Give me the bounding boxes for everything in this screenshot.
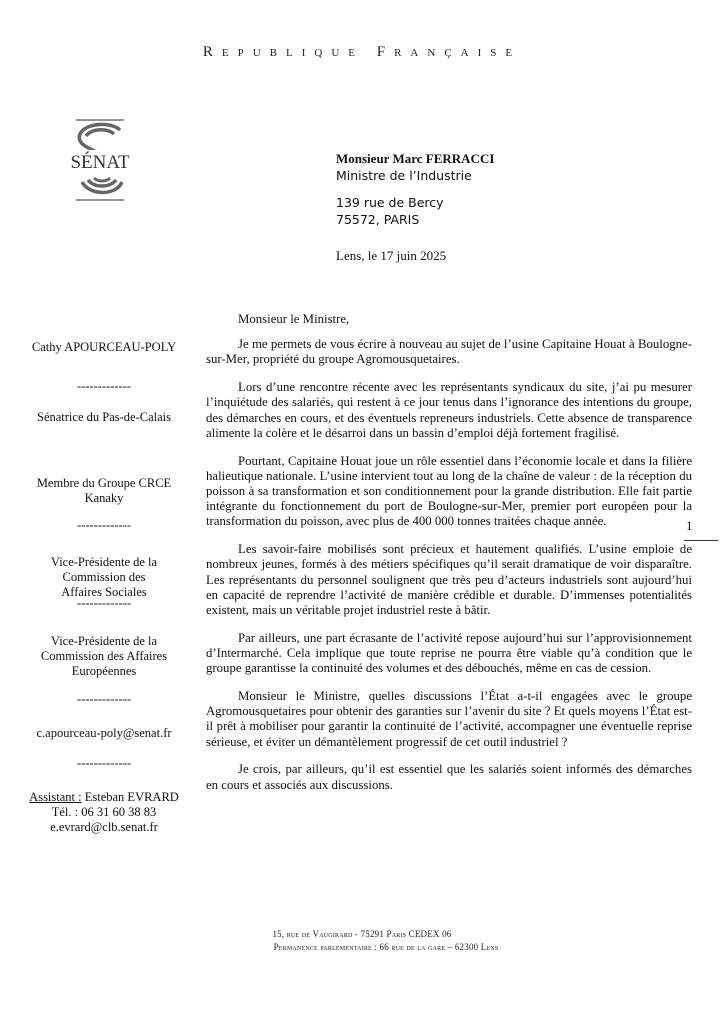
footer-line-1: 15, rue de Vaugirard - 75291 Paris CEDEX 06 <box>272 929 452 939</box>
vp2-line-3: Européennes <box>71 664 137 678</box>
assistant-phone: Tél. : 06 31 60 38 83 <box>51 805 157 819</box>
letter-body <box>206 312 692 805</box>
senat-logo <box>62 118 138 202</box>
group-line-1: Membre du Groupe CRCE <box>36 476 172 490</box>
recipient-name: Monsieur Marc FERRACCI <box>336 151 495 166</box>
footer-line-2: Permanence parlementaire : 66 rue de la gare – 62300 Lens <box>273 942 499 952</box>
recipient-role: Ministre de l’Industrie <box>336 168 472 183</box>
letter-paragraph: Lors d’une rencontre récente avec les représentants syndicaux du site, j’ai pu mesurer l’inquiétude des salariés, qui restent à ce jour tenus dans l’ignorance des intentions du groupe, des démarches en cours, et des éventuels repreneurs industriels. Cette absence de transparence alimente la colère et le désarroi dans un bassin d’emploi déjà fortement fragilisé. <box>206 380 692 440</box>
letter-paragraph: Les savoir-faire mobilisés sont précieux et hautement qualifiés. L’usine emploie de nombreux jeunes, formés à des métiers spécifiques qu’il serait dramatique de voir disparaître. Les représentants du personnel soulignent que très peu d’acteurs industriels sont aujourd’hui en capacité de reprendre l’activité de manière crédible et durable. D’immenses potentialités existent, mais un véritable projet industriel reste à bâtir. <box>206 542 692 618</box>
recipient-address-street: 139 rue de Bercy <box>336 195 444 210</box>
letter-paragraph: Je crois, par ailleurs, qu’il est essentiel que les salariés soient informés des démarches en cours et associés aux discussions. <box>206 762 692 792</box>
senat-logo-graphic <box>62 118 138 202</box>
vp1-line-3: Affaires Sociales <box>61 585 147 599</box>
letter-paragraph: Par ailleurs, une part écrasante de l’activité repose aujourd’hui sur l’approvisionnement d’Intermarché. Cela implique que toute reprise ne pourra être viable qu’à condition que le groupe garantisse la continuité des volumes et des débouchés, même en cas de cession. <box>206 630 692 676</box>
republique-francaise-header: Republique Française <box>202 44 522 60</box>
letter-paragraph: Monsieur le Ministre, quelles discussions l’État a-t-il engagées avec le groupe Agromousquetaires pour obtenir des garanties sur l’avenir du site ? Et quels moyens l’État est-il prêt à mobiliser pour garantir la continuité de l’activité, accompagner une éventuelle reprise sérieuse, et éviter un démantèlement progressif de cet outil industriel ? <box>206 689 692 749</box>
sidebar-separator: ------------- <box>76 596 132 610</box>
letter-paragraph: Pourtant, Capitaine Houat joue un rôle essentiel dans l’économie locale et dans la filière halieutique nationale. L’usine intervient tout au long de la chaîne de valeur : de la réception du poisson à sa transformation et son conditionnement pour la grande distribution. Elle fait partie intégrante du fonctionnement du port de Boulogne-sur-Mer, premier port européen pour la transformation du poisson, avec plus de 400 000 tonnes traitées chaque année. <box>206 453 692 529</box>
svg-text:SÉNAT: SÉNAT <box>70 152 130 173</box>
senator-title: Sénatrice du Pas-de-Calais <box>37 410 171 424</box>
senator-name: Cathy APOURCEAU-POLY <box>31 340 177 354</box>
vp2-line-2: Commission des Affaires <box>40 649 168 663</box>
sidebar-separator: ------------- <box>76 518 132 532</box>
vp1-line-2: Commission des <box>62 570 146 584</box>
vp1-line-1: Vice-Présidente de la <box>50 555 158 569</box>
assistant-email[interactable]: e.evrard@clb.senat.fr <box>50 820 158 834</box>
page-number: 1 <box>686 518 693 533</box>
letter-date: Lens, le 17 juin 2025 <box>336 248 447 263</box>
recipient-block <box>336 150 494 228</box>
footer-address <box>0 928 724 954</box>
sidebar-separator: ------------- <box>76 756 132 770</box>
group-line-2: Kanaky <box>84 491 124 505</box>
letter-salutation: Monsieur le Ministre, <box>238 312 350 326</box>
assistant-line <box>10 790 198 805</box>
senator-email[interactable]: c.apourceau-poly@senat.fr <box>36 726 172 740</box>
assistant-label: Assistant : <box>29 790 82 804</box>
sidebar-separator: ------------- <box>76 379 132 393</box>
letter-paragraph: Je me permets de vous écrire à nouveau au sujet de l’usine Capitaine Houat à Boulogne-sur-Mer, propriété du groupe Agromousquetaires. <box>206 337 692 367</box>
vp2-line-1: Vice-Présidente de la <box>50 634 158 648</box>
recipient-address-city: 75572, PARIS <box>336 212 420 227</box>
assistant-name: Esteban EVRARD <box>81 790 179 804</box>
sidebar-separator: ------------- <box>76 692 132 706</box>
page-number-rule <box>684 540 718 541</box>
